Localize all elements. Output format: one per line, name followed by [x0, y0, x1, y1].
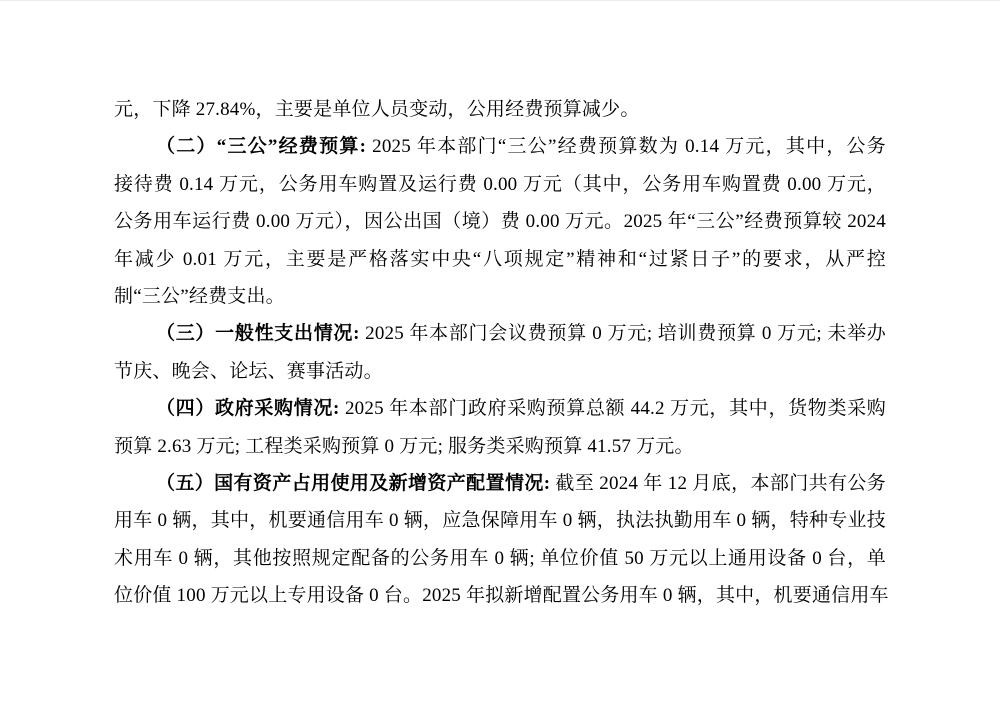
- document-line-section-2-sangong-budget: [114, 278, 886, 315]
- document-line-section-2-sangong-budget: [114, 128, 886, 165]
- document-line-section-2-sangong-budget: [114, 203, 886, 240]
- document-line-section-5-state-assets: [114, 465, 886, 502]
- text-segment: 用车 0 辆，其中，机要通信用车 0 辆，应急保障用车 0 辆，执法执勤用车 0 辆，特种专业技: [114, 510, 886, 532]
- text-segment: 元，下降 27.84%，主要是单位人员变动，公用经费预算减少。: [114, 99, 640, 120]
- document-line-section-5-state-assets: [114, 540, 886, 577]
- text-segment: 制“三公”经费支出。: [114, 285, 285, 307]
- document-line-section-2-sangong-budget: [114, 241, 886, 278]
- document-line-section-4-government-procurement: [114, 428, 886, 465]
- text-segment: 节庆、晚会、论坛、赛事活动。: [114, 360, 383, 382]
- text-segment: 2025 年本部门“三公”经费预算数为 0.14 万元，其中，公务: [366, 136, 886, 158]
- document-line-section-3-general-expenditure: [114, 315, 886, 352]
- text-block: [114, 91, 889, 614]
- text-segment: 术用车 0 辆，其他按照规定配备的公务用车 0 辆; 单位价值 50 万元以上通用设备 0 台，单: [114, 547, 886, 569]
- document-line-previous-paragraph-end: [114, 91, 886, 128]
- text-segment: 位价值 100 万元以上专用设备 0 台。2025 年拟新增配置公务用车 0 辆，其中，机要通信用车: [114, 585, 889, 607]
- document-line-section-5-state-assets: [114, 502, 886, 539]
- text-segment: 2025 年本部门会议费预算 0 万元; 培训费预算 0 万元; 未举办: [359, 323, 886, 345]
- section-heading-segment: （三）一般性支出情况:: [156, 323, 360, 345]
- document-line-section-5-state-assets: [114, 577, 889, 614]
- text-segment: 2025 年本部门政府采购预算总额 44.2 万元，其中，货物类采购: [339, 398, 886, 420]
- document-line-section-2-sangong-budget: [114, 166, 886, 203]
- text-segment: 预算 2.63 万元; 工程类采购预算 0 万元; 服务类采购预算 41.57 万元。: [114, 435, 694, 457]
- section-heading-segment: （二）“三公”经费预算:: [156, 136, 367, 158]
- text-segment: 接待费 0.14 万元，公务用车购置及运行费 0.00 万元（其中，公务用车购置费 0.00 万元，: [114, 173, 886, 195]
- section-heading-segment: （五）国有资产占用使用及新增资产配置情况:: [156, 472, 551, 494]
- text-segment: 年减少 0.01 万元，主要是严格落实中央“八项规定”精神和“过紧日子”的要求，从严控: [114, 248, 886, 270]
- document-line-section-3-general-expenditure: [114, 353, 886, 390]
- section-heading-segment: （四）政府采购情况:: [156, 398, 340, 420]
- document-line-section-4-government-procurement: [114, 390, 886, 427]
- text-segment: 公务用车运行费 0.00 万元），因公出国（境）费 0.00 万元。2025 年“三公”经费预算较 2024: [114, 211, 886, 233]
- text-segment: 截至 2024 年 12 月底，本部门共有公务: [550, 472, 886, 494]
